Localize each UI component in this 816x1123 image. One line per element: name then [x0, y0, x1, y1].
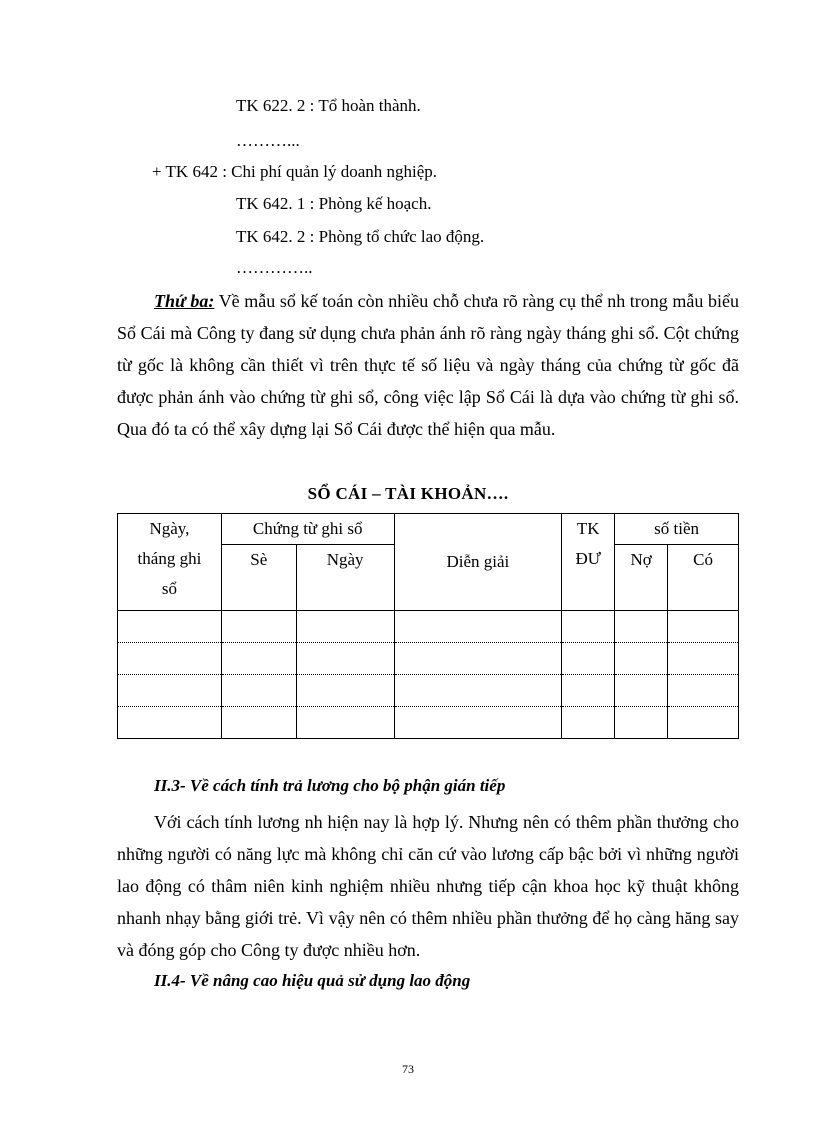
header-debit: Nợ [615, 545, 668, 611]
table-cell [118, 611, 222, 643]
account-line-tk622-2: TK 622. 2 : Tổ hoàn thành. [236, 96, 421, 115]
table-cell [118, 643, 222, 675]
table-row [118, 675, 739, 707]
header-voucher-number: Sè [221, 545, 296, 611]
header-credit: Có [668, 545, 739, 611]
header-description: Diễn giải [394, 514, 562, 611]
section-heading-ii4: II.4- Về nâng cao hiệu quả sử dụng lao động [154, 971, 471, 990]
table-cell [394, 675, 562, 707]
table-cell [221, 675, 296, 707]
account-line-tk642-2: TK 642. 2 : Phòng tổ chức lao động. [236, 227, 485, 246]
header-voucher-date: Ngày [296, 545, 394, 611]
table-cell [562, 643, 615, 675]
header-date [118, 514, 222, 611]
section-heading-ii3: II.3- Về cách tính trả lương cho bộ phận gián tiếp [154, 776, 506, 795]
table-cell [118, 675, 222, 707]
table-cell [296, 675, 394, 707]
table-cell [394, 707, 562, 739]
table-cell [668, 611, 739, 643]
table-cell [296, 611, 394, 643]
table-cell [562, 707, 615, 739]
table-cell [394, 611, 562, 643]
table-row [118, 643, 739, 675]
table-cell [296, 707, 394, 739]
table-cell [562, 611, 615, 643]
header-date-line1: Ngày, [149, 519, 190, 538]
ledger-table [117, 513, 739, 739]
paragraph-text: Về mẫu sổ kế toán còn nhiều chỗ chưa rõ ràng cụ thể nh trong mẫu biểu Sổ Cái mà Công ty đang sử dụng chưa phản ánh rõ ràng ngày tháng ghi sổ. Cột chứng từ gốc là không cần thiết vì trên thực tế số liệu và ngày tháng của chứng từ gốc đã được phản ánh vào chứng từ ghi sổ, công việc lập Sổ Cái là dựa vào chứng từ ghi sổ. Qua đó ta có thể xây dựng lại Sổ Cái được thể hiện qua mẫu. [117, 291, 739, 439]
table-cell [668, 707, 739, 739]
table-cell [562, 675, 615, 707]
table-cell [668, 643, 739, 675]
account-line-tk642: + TK 642 : Chi phí quản lý doanh nghiệp. [152, 162, 438, 181]
header-tk [562, 514, 615, 611]
table-cell [394, 643, 562, 675]
paragraph-thu-ba [117, 285, 739, 445]
paragraph-ii3: Với cách tính lương nh hiện nay là hợp lý. Nhưng nên có thêm phần thưởng cho những người có năng lực mà không chỉ căn cứ vào lương cấp bậc bởi vì những người lao động có thâm niên kinh nghiệm nhiều nhưng tiếp cận khoa học kỹ thuật không nhanh nhạy bằng giới trẻ. Vì vậy nên có thêm nhiều phần thưởng để họ càng hăng say và đóng góp cho Công ty được nhiều hơn. [117, 812, 739, 960]
ledger-title: SỔ CÁI – TÀI KHOẢN…. [307, 484, 509, 503]
header-amount: số tiền [615, 514, 739, 545]
table-row [118, 611, 739, 643]
header-voucher: Chứng từ ghi sổ [221, 514, 394, 545]
table-cell [118, 707, 222, 739]
header-tk-line1: TK [576, 519, 600, 538]
header-tk-line2: ĐƯ [575, 549, 601, 568]
table-cell [221, 611, 296, 643]
table-cell [615, 707, 668, 739]
table-cell [615, 675, 668, 707]
header-date-line2: tháng ghi [137, 549, 202, 568]
table-row [118, 707, 739, 739]
page-number: 73 [402, 1062, 414, 1076]
table-cell [221, 643, 296, 675]
table-cell [668, 675, 739, 707]
ellipsis-line: ………... [236, 131, 300, 150]
paragraph-label: Thứ ba: [154, 291, 215, 311]
header-date-line3: sổ [161, 579, 177, 598]
account-line-tk642-1: TK 642. 1 : Phòng kế hoạch. [236, 194, 432, 213]
table-cell [615, 643, 668, 675]
table-cell [221, 707, 296, 739]
table-cell [615, 611, 668, 643]
ellipsis-line: ………….. [236, 258, 313, 277]
table-cell [296, 643, 394, 675]
